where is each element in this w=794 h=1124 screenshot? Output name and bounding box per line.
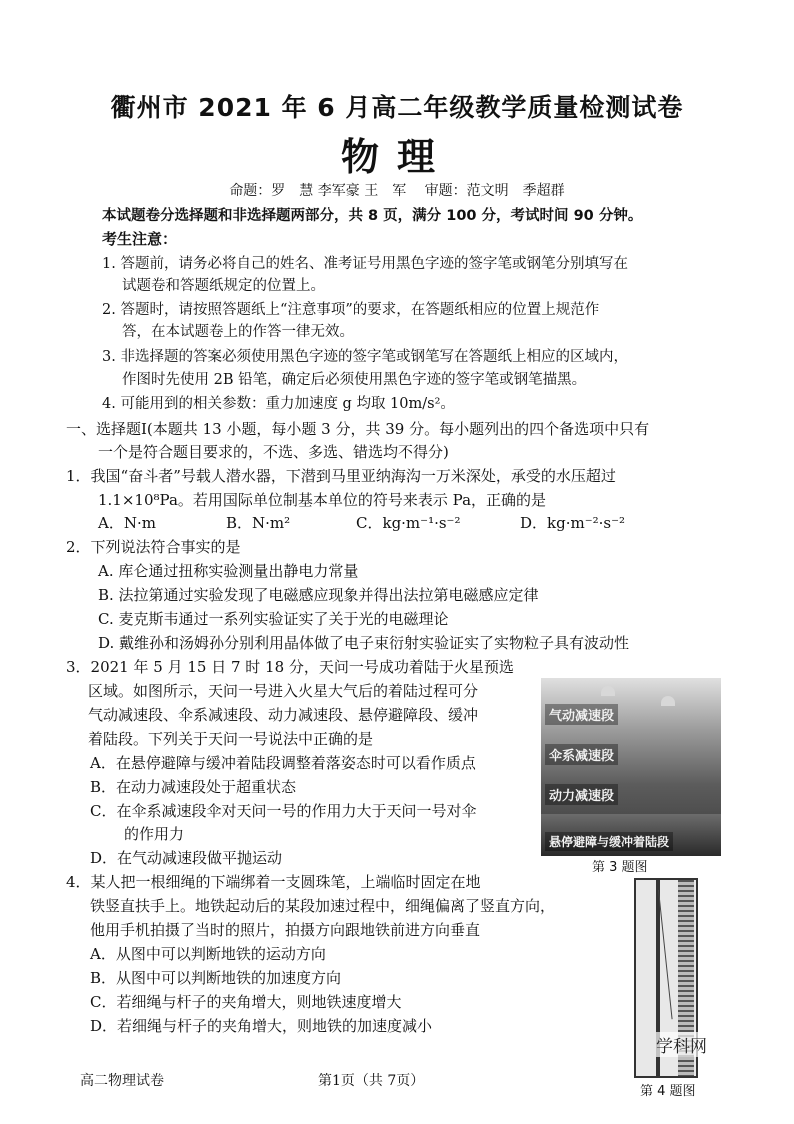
q3-stem-2: 区域。如图所示，天问一号进入火星大气后的着陆过程可分 xyxy=(88,682,479,700)
q4-option-b: B．从图中可以判断地铁的加速度方向 xyxy=(90,969,342,987)
q4-stem-2: 铁竖直扶手上。地铁起动后的某段加速过程中，细绳偏离了竖直方向， xyxy=(90,897,556,915)
q1-stem: 1．我国“奋斗者”号载人潜水器，下潜到马里亚纳海沟一万米深处，承受的水压超过 xyxy=(66,467,616,485)
parachute-icon xyxy=(661,696,675,706)
q1-stem-cont: 1.1×10⁸Pa。若用国际单位制基本单位的符号来表示 Pa，正确的是 xyxy=(98,491,547,509)
figure-label-1: 气动减速段 xyxy=(545,704,618,725)
note-4: 4. 可能用到的相关参数：重力加速度 g 均取 10m/s²。 xyxy=(102,396,455,412)
q3-figure xyxy=(541,678,721,856)
q4-option-d: D．若细绳与杆子的夹角增大，则地铁的加速度减小 xyxy=(90,1017,433,1035)
q3-option-b: B．在动力减速段处于超重状态 xyxy=(90,778,297,796)
q4-stem-3: 他用手机拍摄了当时的照片，拍摄方向跟地铁前进方向垂直 xyxy=(90,921,481,939)
watermark-logo: 学科网 xyxy=(656,1032,707,1057)
q3-stem-4: 着陆段。下列关于天问一号说法中正确的是 xyxy=(88,730,374,748)
authors-line: 命题：罗 慧 李军豪 王 军 审题：范文明 季超群 xyxy=(229,183,565,199)
section-heading: 一、选择题Ⅰ(本题共 13 小题，每小题 3 分，共 39 分。每小题列出的四个备选项中只有 xyxy=(66,420,650,438)
q3-option-c-cont: 的作用力 xyxy=(124,825,185,843)
footer-left: 高二物理试卷 xyxy=(80,1073,164,1089)
q3-stem: 3．2021 年 5 月 15 日 7 时 18 分，天问一号成功着陆于火星预选 xyxy=(66,658,514,676)
notice-heading: 考生注意： xyxy=(102,230,178,248)
figure-label-3: 动力减速段 xyxy=(545,784,618,805)
q3-option-a: A．在悬停避障与缓冲着陆段调整着落姿态时可以看作质点 xyxy=(90,754,476,772)
q2-option-d: D. 戴维孙和汤姆孙分别利用晶体做了电子束衍射实验证实了实物粒子具有波动性 xyxy=(98,634,630,652)
section-heading-cont: 一个是符合题目要求的，不选、多选、错选均不得分) xyxy=(98,443,449,461)
q4-figure-caption: 第 4 题图 xyxy=(640,1084,696,1099)
exam-title: 衢州市 2021 年 6 月高二年级教学质量检测试卷 xyxy=(110,93,684,122)
q4-stem: 4．某人把一根细绳的下端绑着一支圆珠笔，上端临时固定在地 xyxy=(66,873,481,891)
q2-stem: 2．下列说法符合事实的是 xyxy=(66,538,241,556)
exam-summary: 本试题卷分选择题和非选择题两部分，共 8 页，满分 100 分，考试时间 90 分钟。 xyxy=(102,208,643,224)
q3-option-c: C．在伞系减速段伞对天问一号的作用力大于天问一号对伞 xyxy=(90,802,477,820)
figure-label-2: 伞系减速段 xyxy=(545,744,618,765)
note-2-cont: 答，在本试题卷上的作答一律无效。 xyxy=(122,324,354,340)
q2-option-b: B. 法拉第通过实验发现了电磁感应现象并得出法拉第电磁感应定律 xyxy=(98,586,539,604)
note-2: 2. 答题时，请按照答题纸上“注意事项”的要求，在答题纸相应的位置上规范作 xyxy=(102,302,600,318)
note-3: 3. 非选择题的答案必须使用黑色字迹的签字笔或钢笔写在答题纸上相应的区域内， xyxy=(102,349,628,365)
note-3-cont: 作图时先使用 2B 铅笔，确定后必须使用黑色字迹的签字笔或钢笔描黑。 xyxy=(122,372,587,388)
q3-option-d: D．在气动减速段做平抛运动 xyxy=(90,849,283,867)
note-1: 1. 答题前，请务必将自己的姓名、准考证号用黑色字迹的签字笔或钢笔分别填写在 xyxy=(102,256,628,272)
q1-option-c: C．kg·m⁻¹·s⁻² xyxy=(356,514,461,532)
q3-stem-3: 气动减速段、伞系减速段、动力减速段、悬停避障段、缓冲 xyxy=(88,706,479,724)
note-1-cont: 试题卷和答题纸规定的位置上。 xyxy=(122,278,325,294)
q1-option-b: B．N·m² xyxy=(226,514,291,532)
subject-title: 物理 xyxy=(340,134,453,179)
parachute-icon xyxy=(601,686,615,696)
page-number: 第1页（共 7页） xyxy=(318,1073,425,1089)
q1-option-a: A．N·m xyxy=(98,514,156,532)
figure-label-4: 悬停避障与缓冲着陆段 xyxy=(545,832,673,851)
q2-option-a: A. 库仑通过扭称实验测量出静电力常量 xyxy=(98,562,359,580)
q3-figure-caption: 第 3 题图 xyxy=(592,860,648,875)
q1-option-d: D．kg·m⁻²·s⁻² xyxy=(520,514,626,532)
q4-option-c: C．若细绳与杆子的夹角增大，则地铁速度增大 xyxy=(90,993,402,1011)
string-line xyxy=(658,890,673,1019)
q2-option-c: C. 麦克斯韦通过一系列实验证实了关于光的电磁理论 xyxy=(98,610,449,628)
q4-option-a: A．从图中可以判断地铁的运动方向 xyxy=(90,945,326,963)
